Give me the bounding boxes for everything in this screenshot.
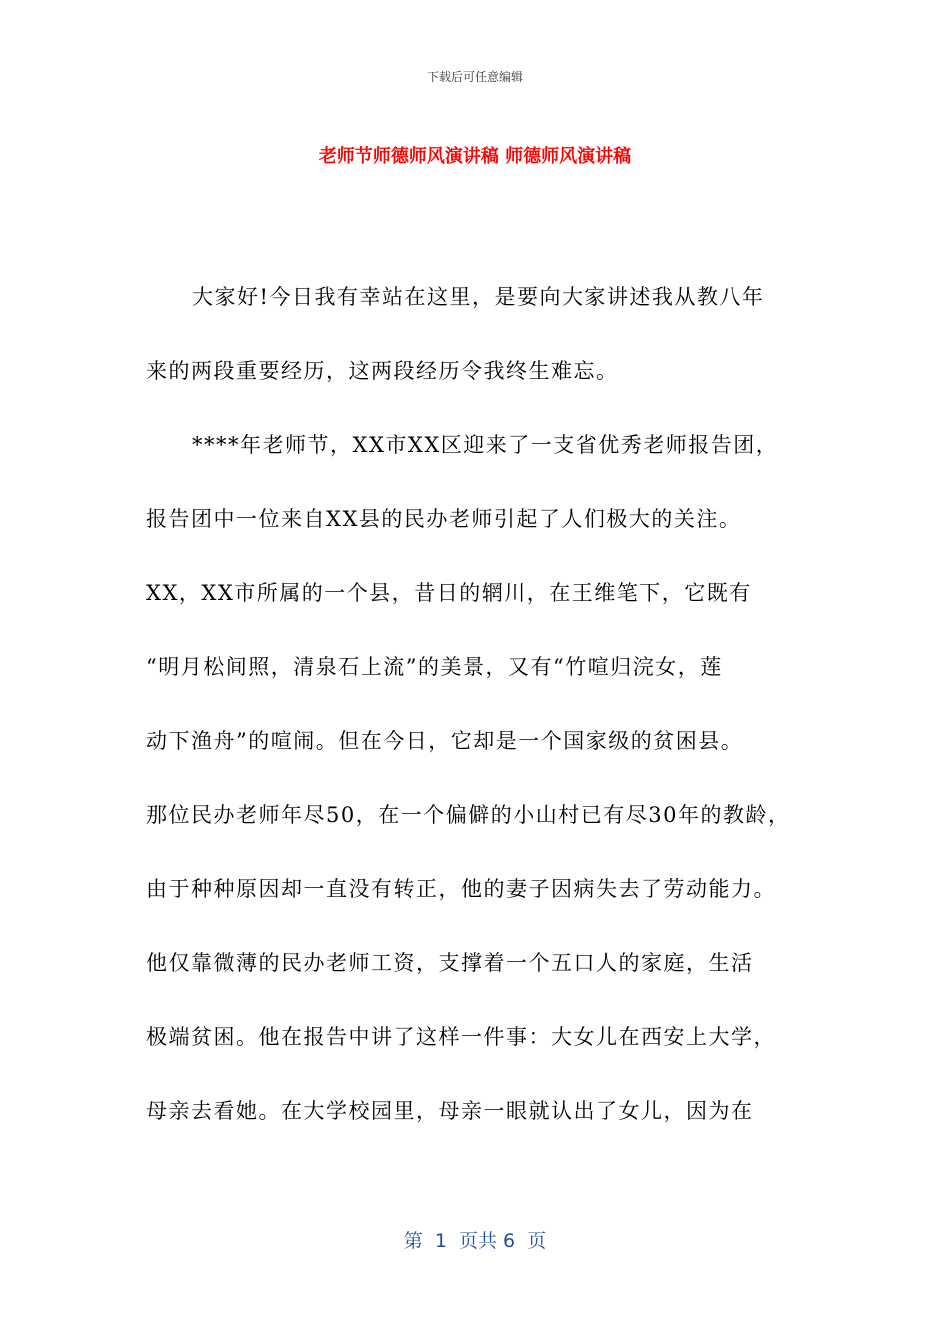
paragraph-line: 由于种种原因却一直没有转正，他的妻子因病失去了劳动能力。: [146, 877, 776, 901]
document-title: 老师节师德师风演讲稿 师德师风演讲稿: [318, 146, 632, 167]
paragraph-line: 动下渔舟”的喧闹。但在今日，它却是一个国家级的贫困县。: [146, 729, 744, 753]
paragraph-line: 那位民办老师年尽50，在一个偏僻的小山村已有尽30年的教龄，: [146, 803, 791, 827]
page-number-footer: 第 1 页共 6 页: [403, 1230, 547, 1252]
paragraph-line: 母亲去看她。在大学校园里，母亲一眼就认出了女儿，因为在: [146, 1099, 754, 1123]
paragraph-line: 报告团中一位来自XX县的民办老师引起了人们极大的关注。: [146, 507, 742, 531]
paragraph-line: XX，XX市所属的一个县，昔日的辋川，在王维笔下，它既有: [146, 581, 752, 605]
paragraph-line: 他仅靠微薄的民办老师工资，支撑着一个五口人的家庭，生活: [146, 951, 754, 975]
paragraph-line: 极端贫困。他在报告中讲了这样一件事：大女儿在西安上大学，: [146, 1025, 776, 1049]
paragraph-line: ****年老师节，XX市XX区迎来了一支省优秀老师报告团，: [192, 433, 779, 457]
paragraph-line: 大家好!今日我有幸站在这里，是要向大家讲述我从教八年: [192, 285, 765, 309]
paragraph-line: “明月松间照，清泉石上流”的美景，又有“竹喧归浣女，莲: [146, 655, 723, 679]
document-body: [146, 276, 836, 1164]
paragraph-line: 来的两段重要经历，这两段经历令我终生难忘。: [146, 359, 619, 383]
header-note: 下载后可任意编辑: [426, 70, 523, 84]
